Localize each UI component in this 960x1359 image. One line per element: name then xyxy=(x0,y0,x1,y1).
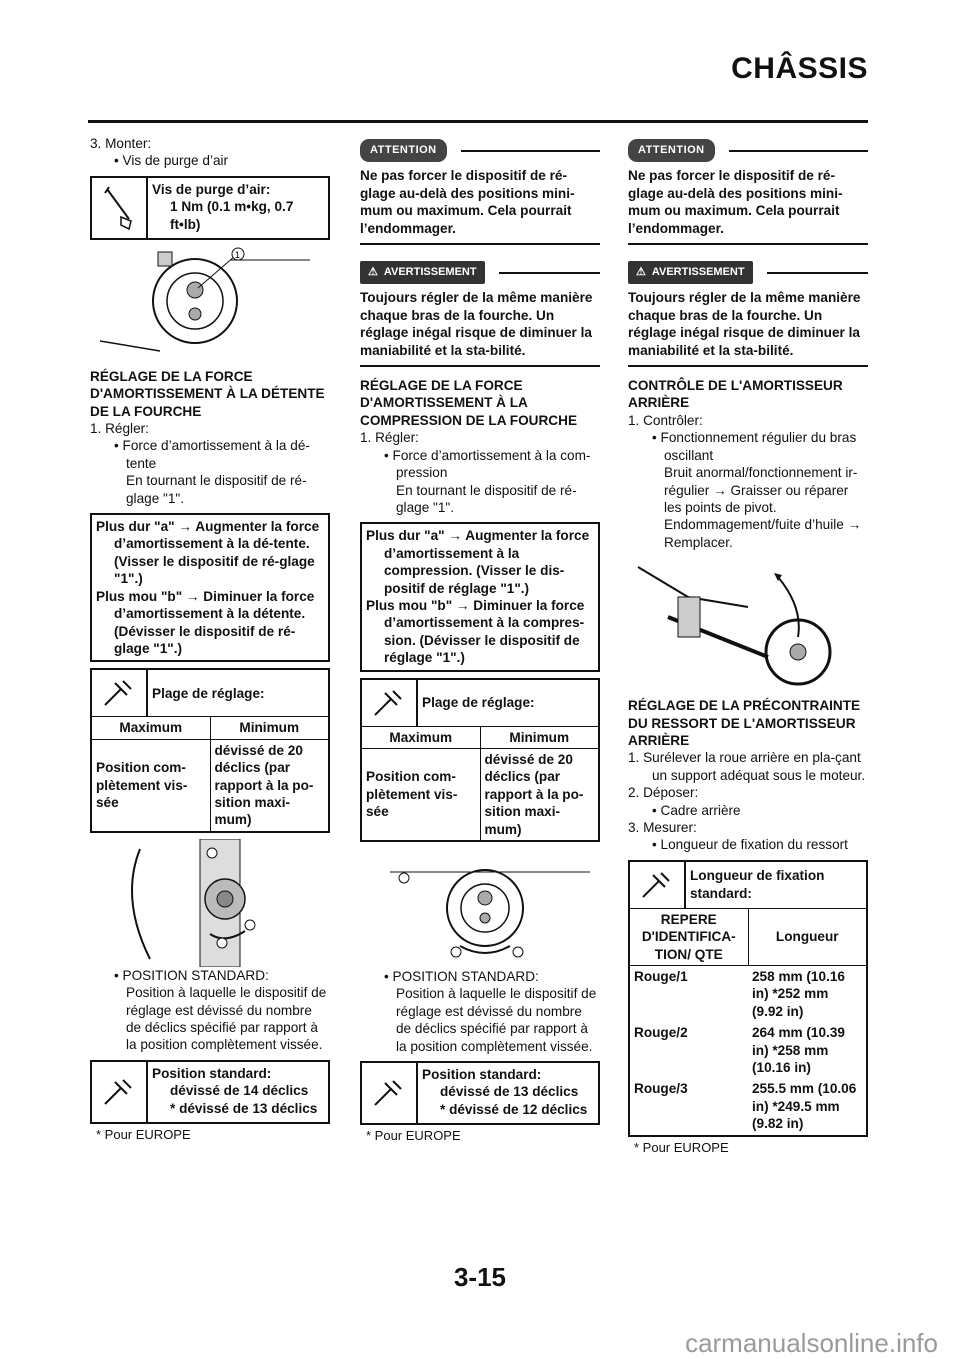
bullet-swingarm: • Fonctionnement régulier du bras oscillant xyxy=(652,430,857,463)
footnote: * Pour EUROPE xyxy=(366,1128,461,1144)
spec-col-mark: REPERE D'IDENTIFICA-TION/ QTE xyxy=(630,909,749,965)
attention-label: ATTENTION xyxy=(628,139,715,162)
range-table xyxy=(90,668,330,832)
range-min-value: dévissé de 20 déclics (par rapport à la po-sition maxi-mum) xyxy=(484,751,584,837)
range-col-max: Maximum xyxy=(362,727,481,748)
std-title: Position standard: xyxy=(152,1065,272,1081)
watermark: carmanualsonline.info xyxy=(685,1328,938,1358)
spec-mark: Rouge/3 xyxy=(634,1081,688,1097)
range-col-min: Minimum xyxy=(239,720,300,736)
spec-length: 264 mm (10.39 in) *258 mm (10.16 in) xyxy=(752,1025,845,1076)
spec-title: Longueur de fixation standard: xyxy=(690,868,825,901)
bullet-vis: • Vis de purge d’air xyxy=(114,153,229,169)
attention-text: Ne pas forcer le dispositif de ré-glage au-delà des positions mini-mum ou maximum. Cela pourrait l’endommager. xyxy=(360,162,600,245)
attention-text: Ne pas forcer le dispositif de ré-glage au-delà des positions mini-mum ou maximum. Cela pourrait l’endommager. xyxy=(628,162,868,245)
column-1 xyxy=(90,135,330,1143)
step-1: 1. Contrôler: xyxy=(628,412,703,428)
attention-label: ATTENTION xyxy=(360,139,447,162)
std-line2: * dévissé de 12 déclics xyxy=(440,1101,588,1117)
bullet-force: • Force d’amortissement à la com-pression xyxy=(384,447,591,481)
spec-length: 255.5 mm (10.06 in) *249.5 mm (9.82 in) xyxy=(752,1081,857,1132)
page-title: CHÂSSIS xyxy=(731,52,868,85)
adjust-harder: Plus dur "a" → Augmenter la force d’amortissement à la compression. (Visser le dis-positif de réglage "1".) xyxy=(366,528,590,596)
section-heading-rebound: RÉGLAGE DE LA FORCE D'AMORTISSEMENT À LA DÉTENTE DE LA FOURCHE xyxy=(90,368,325,419)
bullet-subframe: • Cadre arrière xyxy=(652,802,741,818)
range-col-min: Minimum xyxy=(509,729,570,745)
column-3 xyxy=(628,135,868,1156)
adjust-box xyxy=(90,513,330,662)
column-2 xyxy=(360,135,600,1144)
page-number: 3-15 xyxy=(453,1262,507,1292)
fork-adjuster-figure-1 xyxy=(100,246,330,358)
warning-label: AVERTISSEMENT xyxy=(383,266,477,279)
std-box xyxy=(360,1061,600,1125)
tool-icon xyxy=(362,680,418,726)
swingarm-figure xyxy=(628,557,868,687)
range-title: Plage de réglage: xyxy=(152,685,265,701)
bullet-detail: En tournant le dispositif de ré-glage "1". xyxy=(396,482,577,515)
section-heading-compression: RÉGLAGE DE LA FORCE D'AMORTISSEMENT À LA COMPRESSION DE LA FOURCHE xyxy=(360,378,578,428)
footnote: * Pour EUROPE xyxy=(634,1139,729,1155)
warning-text: Toujours régler de la même manière chaque bras de la fourche. Un réglage inégal risque de diminuer la maniabilité et la sta-bilité. xyxy=(360,284,600,367)
spec-mark: Rouge/1 xyxy=(634,969,688,984)
torque-value: 1 Nm (0.1 m•kg, 0.7 ft•lb) xyxy=(170,199,294,232)
fork-adjuster-figure-3 xyxy=(390,848,600,968)
footnote: * Pour EUROPE xyxy=(96,1126,191,1142)
std-line1: dévissé de 13 déclics xyxy=(440,1084,579,1100)
callout-1: 1 xyxy=(235,249,241,260)
tool-icon xyxy=(92,670,148,716)
std-line1: dévissé de 14 déclics xyxy=(170,1083,309,1099)
range-max-value: Position com-plètement vis-sée xyxy=(92,740,211,831)
std-box xyxy=(90,1060,330,1124)
std-title: Position standard: xyxy=(422,1067,542,1083)
torque-label: Vis de purge d’air: xyxy=(152,181,271,197)
step-measure: 3. Mesurer: xyxy=(628,819,697,835)
std-line2: * dévissé de 13 déclics xyxy=(170,1100,318,1116)
header-rule xyxy=(88,120,868,123)
detail-noise: Bruit anormal/fonctionnement ir-régulier → Graisser ou réparer les points de pivot. xyxy=(664,465,858,515)
tool-icon xyxy=(362,1063,418,1123)
bullet-spring-length: • Longueur de fixation du ressort xyxy=(652,837,848,853)
spec-mark: Rouge/2 xyxy=(634,1025,688,1041)
adjust-harder: Plus dur "a" → Augmenter la force d’amortissement à la dé-tente. (Visser le dispositif de ré-glage "1".) xyxy=(96,519,320,587)
range-title: Plage de réglage: xyxy=(422,694,535,710)
section-heading-preload: RÉGLAGE DE LA PRÉCONTRAINTE DU RESSORT DE L'AMORTISSEUR ARRIÈRE xyxy=(628,698,861,748)
spec-col-length: Longueur xyxy=(775,929,839,945)
range-col-max: Maximum xyxy=(92,717,211,738)
range-min-value: dévissé de 20 déclics (par rapport à la po-sition maxi-mum) xyxy=(214,742,314,828)
step-1: 1. Régler: xyxy=(90,421,149,437)
warning-icon: ⚠ xyxy=(636,266,646,279)
tool-icon xyxy=(630,862,686,908)
step-remove: 2. Déposer: xyxy=(628,785,699,801)
torque-box xyxy=(90,176,330,240)
std-detail: Position à laquelle le dispositif de réglage est dévissé du nombre de déclics spécifié par rapport à la position complètement vissée. xyxy=(126,985,327,1053)
bullet-detail: En tournant le dispositif de ré-glage "1". xyxy=(126,473,307,506)
std-bullet: • POSITION STANDARD: xyxy=(114,967,269,983)
std-bullet: • POSITION STANDARD: xyxy=(384,969,539,984)
detail-leak: Endommagement/fuite d’huile → Remplacer. xyxy=(664,517,862,550)
warning-icon: ⚠ xyxy=(368,266,378,279)
bullet-force: • Force d’amortissement à la dé-tente xyxy=(114,438,310,471)
std-detail: Position à laquelle le dispositif de réglage est dévissé du nombre de déclics spécifié par rapport à la position complètement vissée. xyxy=(396,986,597,1054)
wrench-icon xyxy=(92,178,148,238)
step-lift: 1. Surélever la roue arrière en pla-çant un support adéquat sous le moteur. xyxy=(628,750,866,783)
fork-adjuster-figure-2 xyxy=(110,839,330,967)
warning-label: AVERTISSEMENT xyxy=(651,266,745,279)
spec-length: 258 mm (10.16 in) *252 mm (9.92 in) xyxy=(752,969,845,1019)
adjust-softer: Plus mou "b" → Diminuer la force d’amortissement à la compres-sion. (Dévisser le dispositif de réglage "1".) xyxy=(366,597,585,666)
step-3: 3. Monter: xyxy=(90,136,152,151)
range-table xyxy=(360,678,600,842)
warning-text: Toujours régler de la même manière chaque bras de la fourche. Un réglage inégal risque de diminuer la maniabilité et la sta-bilité. xyxy=(628,284,868,367)
tool-icon xyxy=(92,1062,148,1122)
section-heading-rear-shock: CONTRÔLE DE L'AMORTISSEUR ARRIÈRE xyxy=(628,378,843,411)
adjust-box xyxy=(360,522,600,671)
range-max-value: Position com-plètement vis-sée xyxy=(362,749,481,840)
step-1: 1. Régler: xyxy=(360,430,419,446)
adjust-softer: Plus mou "b" → Diminuer la force d’amortissement à la détente. (Dévisser le dispositif de ré-glage "1".) xyxy=(96,588,315,656)
spring-spec-table xyxy=(628,860,868,1137)
